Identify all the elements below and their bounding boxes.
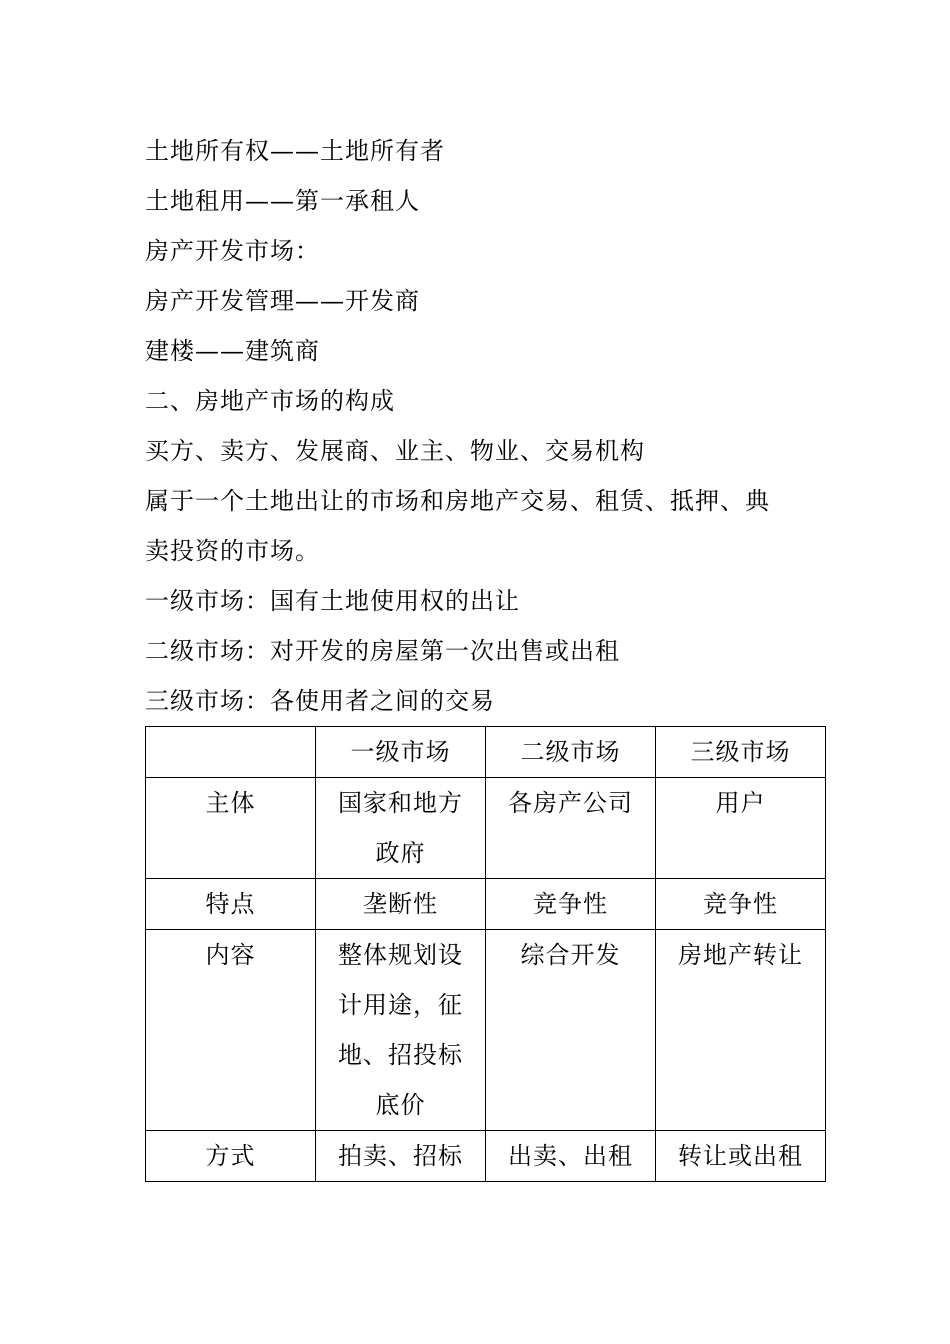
table-header-cell: 一级市场	[316, 727, 486, 778]
table-cell: 拍卖、招标	[316, 1131, 486, 1182]
table-row	[146, 879, 826, 930]
table-cell: 竞争性	[656, 879, 826, 930]
row-label-cell: 特点	[146, 879, 316, 930]
text-line: 建楼——建筑商	[145, 337, 320, 365]
table-row	[146, 778, 826, 879]
table-row	[146, 1131, 826, 1182]
table-cell: 出卖、出租	[486, 1131, 656, 1182]
section-heading: 二、房地产市场的构成	[145, 387, 395, 415]
market-comparison-table	[145, 726, 826, 1182]
document-body	[145, 126, 825, 1182]
text-line: 土地所有权——土地所有者	[145, 137, 445, 165]
table-cell: 各房产公司	[486, 778, 656, 879]
table-cell: 综合开发	[486, 930, 656, 1131]
table-header-cell: 二级市场	[486, 727, 656, 778]
table-cell: 竞争性	[486, 879, 656, 930]
text-line: 土地租用——第一承租人	[145, 187, 420, 215]
row-label-cell: 方式	[146, 1131, 316, 1182]
table-cell: 转让或出租	[656, 1131, 826, 1182]
table-cell: 国家和地方政府	[316, 778, 486, 879]
text-line: 卖投资的市场。	[145, 537, 320, 565]
table-header-row	[146, 727, 826, 778]
text-line: 一级市场：国有土地使用权的出让	[145, 587, 520, 615]
text-line: 房产开发市场：	[145, 237, 320, 265]
table-header-cell: 三级市场	[656, 727, 826, 778]
text-line: 属于一个土地出让的市场和房地产交易、租赁、抵押、典	[145, 487, 770, 515]
text-line: 三级市场：各使用者之间的交易	[145, 687, 495, 715]
row-label-cell: 内容	[146, 930, 316, 1131]
table-cell: 房地产转让	[656, 930, 826, 1131]
table-cell: 用户	[656, 778, 826, 879]
text-line: 房产开发管理——开发商	[145, 287, 420, 315]
row-label-cell: 主体	[146, 778, 316, 879]
table-header-cell	[146, 727, 316, 778]
table-cell: 整体规划设计用途，征地、招投标底价	[316, 930, 486, 1131]
table-row	[146, 930, 826, 1131]
text-line: 二级市场：对开发的房屋第一次出售或出租	[145, 637, 620, 665]
table-cell: 垄断性	[316, 879, 486, 930]
text-line: 买方、卖方、发展商、业主、物业、交易机构	[145, 437, 645, 465]
